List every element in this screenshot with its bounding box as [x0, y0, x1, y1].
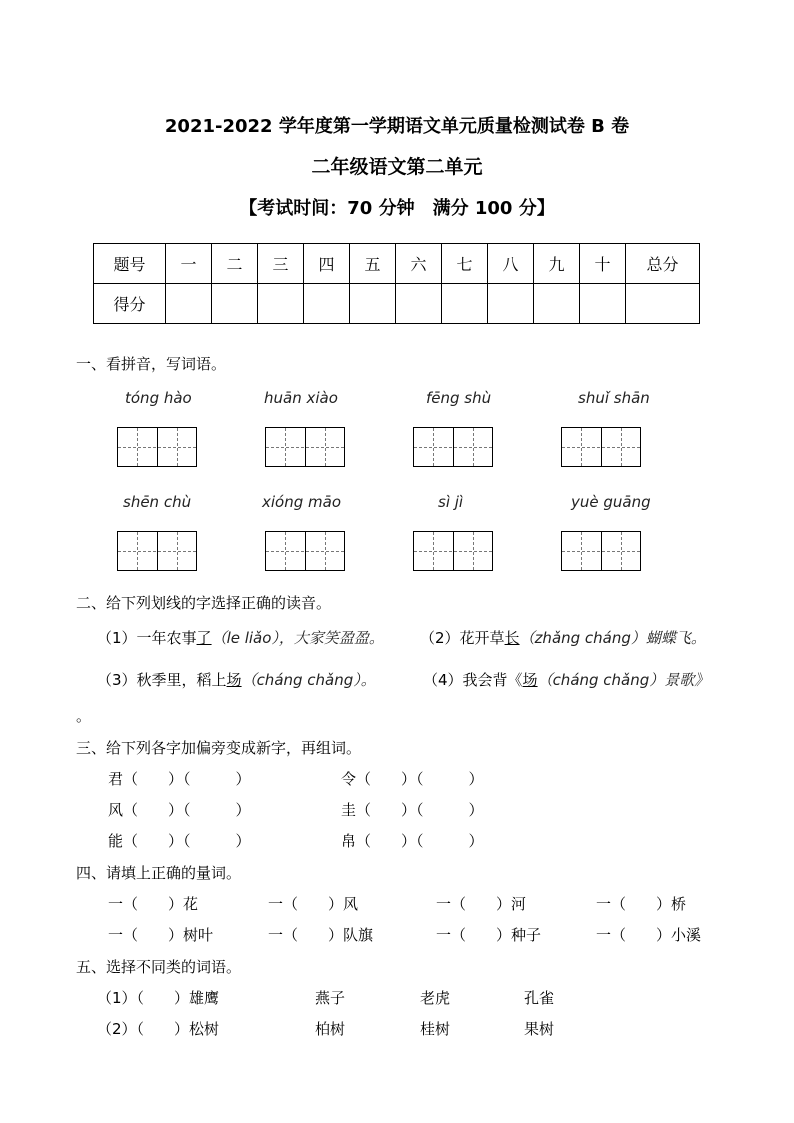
score-cell[interactable]: [304, 284, 350, 324]
question-text: （1）一年农事: [97, 629, 197, 647]
pinyin-label: sì jì: [438, 493, 464, 511]
table-cell: 四: [304, 244, 350, 284]
score-cell[interactable]: [258, 284, 304, 324]
score-cell[interactable]: [350, 284, 396, 324]
underlined-char: 场: [522, 671, 538, 689]
table-cell: 得分: [94, 284, 166, 324]
word-choice-item: 桂树: [420, 1020, 451, 1038]
pinyin-label: yuè guāng: [571, 493, 651, 511]
writing-grid[interactable]: [265, 531, 345, 571]
score-cell[interactable]: [166, 284, 212, 324]
measure-word-item: 一（ ）风: [268, 895, 359, 913]
radical-item: 风（ ）（ ）: [108, 801, 251, 819]
measure-word-item: 一（ ）树叶: [108, 926, 214, 944]
radical-item: 君（ ）（ ）: [108, 770, 251, 788]
table-cell: 五: [350, 244, 396, 284]
word-choice-item: 果树: [524, 1020, 555, 1038]
pinyin-label: huān xiào: [264, 389, 338, 407]
section2-heading: 二、给下列划线的字选择正确的读音。: [76, 594, 332, 612]
section3-heading: 三、给下列各字加偏旁变成新字，再组词。: [76, 739, 362, 757]
table-cell: 七: [442, 244, 488, 284]
table-cell: 二: [212, 244, 258, 284]
writing-grid[interactable]: [413, 427, 493, 467]
measure-word-item: 一（ ）花: [108, 895, 199, 913]
page-subtitle: 二年级语文第二单元: [311, 156, 483, 178]
table-cell: 九: [534, 244, 580, 284]
table-cell: 八: [488, 244, 534, 284]
question-text: （zhǎng cháng）蝴蝶飞。: [519, 629, 706, 647]
question-text: （cháng chǎng）。: [241, 671, 376, 689]
word-choice-item: （2）（ ）松树: [97, 1020, 220, 1038]
radical-item: 能（ ）（ ）: [108, 832, 251, 850]
question-2-1: [97, 627, 384, 648]
table-cell: 十: [580, 244, 626, 284]
measure-word-item: 一（ ）桥: [596, 895, 687, 913]
table-cell: 六: [396, 244, 442, 284]
question-text: （le liǎo），大家笑盈盈。: [211, 629, 384, 647]
underlined-char: 场: [226, 671, 242, 689]
score-cell[interactable]: [212, 284, 258, 324]
table-cell: 三: [258, 244, 304, 284]
underlined-char: 长: [504, 629, 520, 647]
section4-heading: 四、请填上正确的量词。: [76, 864, 242, 882]
pinyin-label: shuǐ shān: [578, 389, 650, 407]
word-choice-item: 老虎: [420, 989, 451, 1007]
score-cell[interactable]: [626, 284, 700, 324]
radical-item: 帛（ ）（ ）: [341, 832, 484, 850]
writing-grid[interactable]: [561, 427, 641, 467]
question-text: （4）我会背《: [423, 671, 523, 689]
section1-heading: 一、看拼音，写词语。: [76, 355, 227, 373]
underlined-char: 了: [196, 629, 212, 647]
word-choice-item: （1）（ ）雄鹰: [97, 989, 220, 1007]
pinyin-label: fēng shù: [426, 389, 492, 407]
writing-grid[interactable]: [413, 531, 493, 571]
question-2-2: [420, 627, 706, 648]
measure-word-item: 一（ ）种子: [436, 926, 542, 944]
question-text: （2）花开草: [420, 629, 505, 647]
pinyin-label: tóng hào: [125, 389, 192, 407]
table-cell: 题号: [94, 244, 166, 284]
writing-grid[interactable]: [117, 531, 197, 571]
measure-word-item: 一（ ）队旗: [268, 926, 374, 944]
question-text: （3）秋季里，稻上: [97, 671, 227, 689]
pinyin-label: xióng māo: [262, 493, 341, 511]
score-cell[interactable]: [534, 284, 580, 324]
word-choice-item: 柏树: [315, 1020, 346, 1038]
exam-info: 【考试时间：70 分钟 满分 100 分】: [239, 198, 555, 219]
question-2-4-tail: 。: [76, 707, 92, 725]
table-cell: 总分: [626, 244, 700, 284]
score-cell[interactable]: [396, 284, 442, 324]
page-title: 2021-2022 学年度第一学期语文单元质量检测试卷 B 卷: [164, 116, 630, 137]
score-table: [93, 243, 700, 324]
question-2-3: [97, 669, 376, 690]
question-text: （cháng chǎng）景歌》: [537, 671, 710, 689]
score-cell[interactable]: [488, 284, 534, 324]
measure-word-item: 一（ ）小溪: [596, 926, 702, 944]
score-cell[interactable]: [580, 284, 626, 324]
score-table-header-row: [94, 244, 700, 284]
writing-grid[interactable]: [561, 531, 641, 571]
pinyin-label: shēn chù: [123, 493, 192, 511]
table-cell: 一: [166, 244, 212, 284]
radical-item: 令（ ）（ ）: [341, 770, 484, 788]
writing-grid[interactable]: [117, 427, 197, 467]
radical-item: 圭（ ）（ ）: [341, 801, 484, 819]
word-choice-item: 孔雀: [524, 989, 555, 1007]
section5-heading: 五、选择不同类的词语。: [76, 958, 242, 976]
measure-word-item: 一（ ）河: [436, 895, 527, 913]
score-table-score-row: [94, 284, 700, 324]
writing-grid[interactable]: [265, 427, 345, 467]
word-choice-item: 燕子: [315, 989, 346, 1007]
question-2-4: [423, 669, 709, 690]
score-cell[interactable]: [442, 284, 488, 324]
